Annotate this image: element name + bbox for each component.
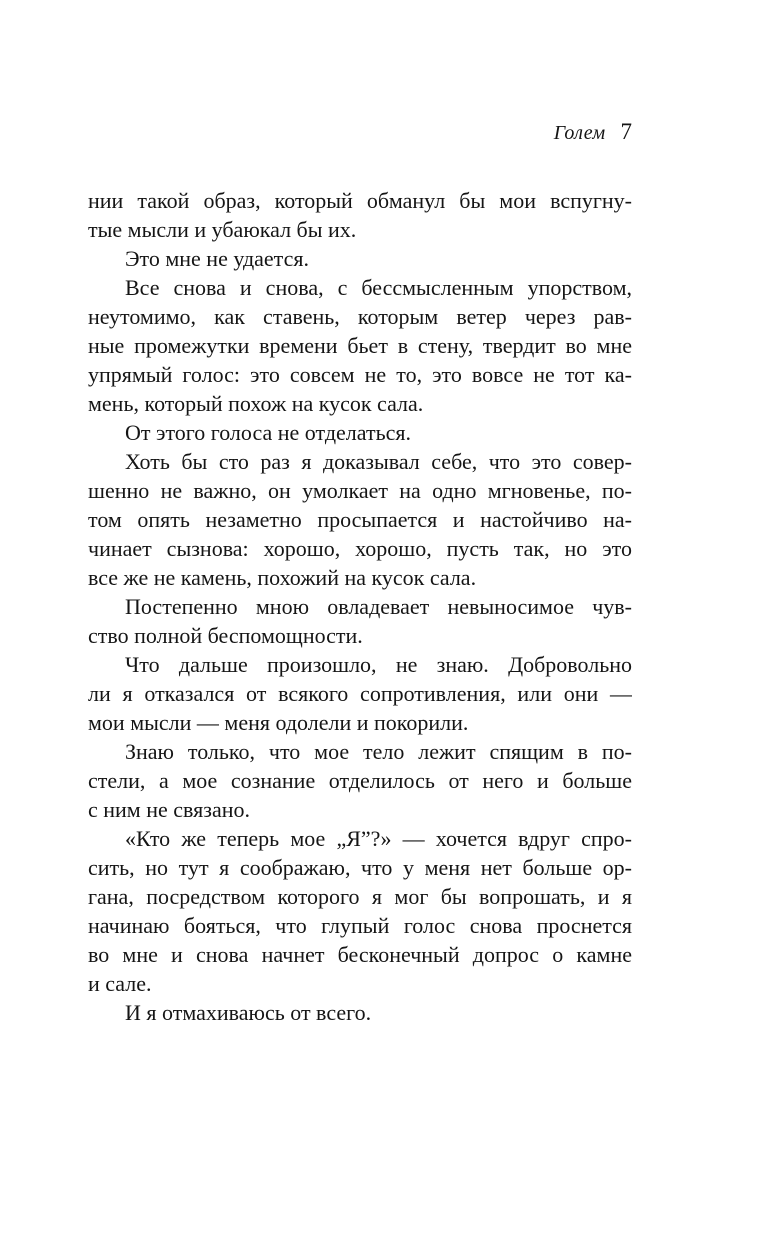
body-text (88, 186, 632, 1027)
running-title: Голем (553, 122, 606, 144)
text-line: все же не камень, похожий на кусок сала. (88, 565, 477, 590)
text-line: начинаю бояться, что глупый голос снова проснется (88, 913, 632, 938)
text-line: ство полной беспомощности. (88, 623, 363, 648)
text-line: с ним не связано. (88, 797, 250, 822)
text-line: Знаю только, что мое тело лежит спящим в по- (125, 739, 632, 764)
text-line: сить, но тут я соображаю, что у меня нет больше ор- (88, 855, 632, 880)
page-number: 7 (620, 119, 632, 144)
text-line: Постепенно мною овладевает невыносимое чув- (125, 594, 632, 619)
page-header (88, 119, 632, 145)
text-line: гана, посредством которого я мог бы вопрошать, и я (88, 884, 632, 909)
text-line: и сале. (88, 971, 152, 996)
text-line: шенно не важно, он умолкает на одно мгновенье, по- (88, 478, 632, 503)
text-line: упрямый голос: это совсем не то, это вовсе не тот ка- (88, 362, 632, 387)
text-line: Все снова и снова, с бессмысленным упорством, (125, 275, 632, 300)
text-line: ные промежутки времени бьет в стену, твердит во мне (88, 333, 632, 358)
text-line: Это мне не удается. (125, 246, 309, 271)
text-line: От этого голоса не отделаться. (125, 420, 411, 445)
text-line: ли я отказался от всякого сопротивления, или они — (88, 681, 632, 706)
text-line: мень, который похож на кусок сала. (88, 391, 424, 416)
text-line: Хоть бы сто раз я доказывал себе, что это совер- (125, 449, 632, 474)
text-line: И я отмахиваюсь от всего. (125, 1000, 372, 1025)
text-line: том опять незаметно просыпается и настойчиво на- (88, 507, 632, 532)
text-line: во мне и снова начнет бесконечный допрос о камне (88, 942, 632, 967)
text-line: «Кто же теперь мое „Я”?» — хочется вдруг спро- (125, 826, 632, 851)
text-line: чинает сызнова: хорошо, хорошо, пусть так, но это (88, 536, 632, 561)
text-line: мои мысли — меня одолели и покорили. (88, 710, 469, 735)
text-line: нии такой образ, который обманул бы мои вспугну- (88, 188, 632, 213)
text-line: тые мысли и убаюкал бы их. (88, 217, 357, 242)
text-line: стели, а мое сознание отделилось от него и больше (88, 768, 632, 793)
text-line: неутомимо, как ставень, которым ветер через рав- (88, 304, 632, 329)
text-line: Что дальше произошло, не знаю. Добровольно (125, 652, 632, 677)
